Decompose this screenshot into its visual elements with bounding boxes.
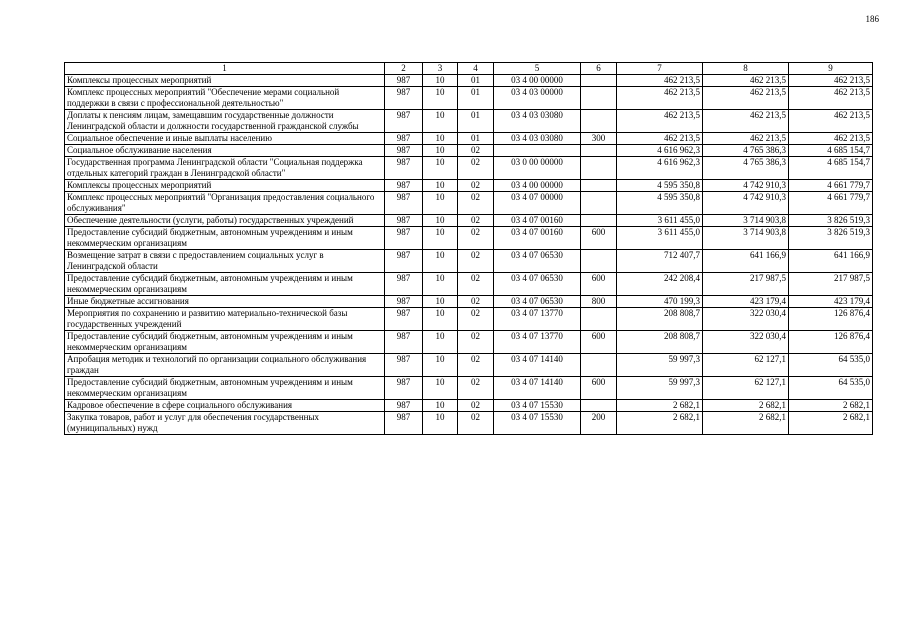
amount-cell: 2 682,1 xyxy=(789,412,873,435)
target-article-cell: 03 4 07 00160 xyxy=(494,215,581,227)
admin-code-cell: 987 xyxy=(385,110,423,133)
target-article-cell: 03 4 07 15530 xyxy=(494,412,581,435)
amount-cell: 641 166,9 xyxy=(789,250,873,273)
section-code-cell: 10 xyxy=(423,308,458,331)
amount-cell: 462 213,5 xyxy=(789,110,873,133)
admin-code-cell: 987 xyxy=(385,87,423,110)
admin-code-cell: 987 xyxy=(385,377,423,400)
subsection-code-cell: 02 xyxy=(458,308,494,331)
amount-cell: 322 030,4 xyxy=(703,331,789,354)
amount-cell: 3 611 455,0 xyxy=(617,227,703,250)
amount-cell: 4 765 386,3 xyxy=(703,145,789,157)
subsection-code-cell: 01 xyxy=(458,75,494,87)
amount-cell: 2 682,1 xyxy=(617,400,703,412)
expense-type-cell xyxy=(581,354,617,377)
admin-code-cell: 987 xyxy=(385,308,423,331)
expense-type-cell xyxy=(581,75,617,87)
expense-type-cell xyxy=(581,308,617,331)
expense-type-cell xyxy=(581,215,617,227)
row-name-cell: Возмещение затрат в связи с предоставлением социальных услуг в Ленинградской области xyxy=(65,250,385,273)
expense-type-cell: 200 xyxy=(581,412,617,435)
target-article-cell: 03 4 00 00000 xyxy=(494,180,581,192)
target-article-cell: 03 4 07 14140 xyxy=(494,377,581,400)
row-name-cell: Доплаты к пенсиям лицам, замещавшим государственные должности Ленинградской области и должности государственной гражданской службы xyxy=(65,110,385,133)
table-row xyxy=(65,296,873,308)
amount-cell: 470 199,3 xyxy=(617,296,703,308)
table-row xyxy=(65,87,873,110)
table-row xyxy=(65,273,873,296)
amount-cell: 2 682,1 xyxy=(703,412,789,435)
row-name-cell: Комплекс процессных мероприятий "Организация предоставления социального обслуживания" xyxy=(65,192,385,215)
expense-type-cell: 600 xyxy=(581,331,617,354)
subsection-code-cell: 02 xyxy=(458,250,494,273)
amount-cell: 2 682,1 xyxy=(703,400,789,412)
expense-type-cell xyxy=(581,180,617,192)
subsection-code-cell: 02 xyxy=(458,412,494,435)
table-row xyxy=(65,145,873,157)
table-row xyxy=(65,215,873,227)
row-name-cell: Кадровое обеспечение в сфере социального обслуживания xyxy=(65,400,385,412)
amount-cell: 208 808,7 xyxy=(617,331,703,354)
amount-cell: 4 661 779,7 xyxy=(789,180,873,192)
table-row xyxy=(65,377,873,400)
amount-cell: 4 595 350,8 xyxy=(617,180,703,192)
expense-type-cell xyxy=(581,250,617,273)
admin-code-cell: 987 xyxy=(385,75,423,87)
subsection-code-cell: 02 xyxy=(458,331,494,354)
amount-cell: 4 616 962,3 xyxy=(617,157,703,180)
row-name-cell: Комплексы процессных мероприятий xyxy=(65,75,385,87)
subsection-code-cell: 02 xyxy=(458,180,494,192)
amount-cell: 64 535,0 xyxy=(789,377,873,400)
section-code-cell: 10 xyxy=(423,250,458,273)
amount-cell: 462 213,5 xyxy=(703,133,789,145)
target-article-cell: 03 4 07 14140 xyxy=(494,354,581,377)
amount-cell: 217 987,5 xyxy=(703,273,789,296)
column-header: 7 xyxy=(617,63,703,75)
table-row xyxy=(65,331,873,354)
section-code-cell: 10 xyxy=(423,180,458,192)
amount-cell: 3 826 519,3 xyxy=(789,227,873,250)
table-row xyxy=(65,250,873,273)
admin-code-cell: 987 xyxy=(385,354,423,377)
amount-cell: 62 127,1 xyxy=(703,377,789,400)
amount-cell: 4 616 962,3 xyxy=(617,145,703,157)
subsection-code-cell: 02 xyxy=(458,215,494,227)
amount-cell: 64 535,0 xyxy=(789,354,873,377)
subsection-code-cell: 02 xyxy=(458,192,494,215)
amount-cell: 462 213,5 xyxy=(617,110,703,133)
row-name-cell: Обеспечение деятельности (услуги, работы) государственных учреждений xyxy=(65,215,385,227)
expense-type-cell xyxy=(581,157,617,180)
target-article-cell: 03 4 03 03080 xyxy=(494,133,581,145)
amount-cell: 242 208,4 xyxy=(617,273,703,296)
target-article-cell: 03 4 07 00000 xyxy=(494,192,581,215)
amount-cell: 3 826 519,3 xyxy=(789,215,873,227)
column-header: 4 xyxy=(458,63,494,75)
amount-cell: 3 714 903,8 xyxy=(703,215,789,227)
admin-code-cell: 987 xyxy=(385,412,423,435)
target-article-cell: 03 4 03 00000 xyxy=(494,87,581,110)
row-name-cell: Предоставление субсидий бюджетным, автономным учреждениям и иным некоммерческим организациям xyxy=(65,273,385,296)
amount-cell: 462 213,5 xyxy=(789,87,873,110)
budget-table xyxy=(64,62,873,435)
target-article-cell: 03 4 07 06530 xyxy=(494,296,581,308)
amount-cell: 4 685 154,7 xyxy=(789,157,873,180)
section-code-cell: 10 xyxy=(423,377,458,400)
section-code-cell: 10 xyxy=(423,145,458,157)
column-header: 5 xyxy=(494,63,581,75)
amount-cell: 462 213,5 xyxy=(703,110,789,133)
row-name-cell: Мероприятия по сохранению и развитию материально-технической базы государственных учреждений xyxy=(65,308,385,331)
subsection-code-cell: 02 xyxy=(458,354,494,377)
table-row xyxy=(65,75,873,87)
target-article-cell: 03 4 07 06530 xyxy=(494,273,581,296)
subsection-code-cell: 01 xyxy=(458,110,494,133)
subsection-code-cell: 02 xyxy=(458,400,494,412)
expense-type-cell xyxy=(581,110,617,133)
expense-type-cell: 600 xyxy=(581,273,617,296)
section-code-cell: 10 xyxy=(423,296,458,308)
row-name-cell: Социальное обеспечение и иные выплаты населению xyxy=(65,133,385,145)
amount-cell: 208 808,7 xyxy=(617,308,703,331)
table-row xyxy=(65,412,873,435)
section-code-cell: 10 xyxy=(423,192,458,215)
amount-cell: 62 127,1 xyxy=(703,354,789,377)
subsection-code-cell: 02 xyxy=(458,157,494,180)
admin-code-cell: 987 xyxy=(385,296,423,308)
expense-type-cell xyxy=(581,87,617,110)
admin-code-cell: 987 xyxy=(385,215,423,227)
table-row xyxy=(65,308,873,331)
target-article-cell: 03 4 07 06530 xyxy=(494,250,581,273)
admin-code-cell: 987 xyxy=(385,250,423,273)
amount-cell: 4 595 350,8 xyxy=(617,192,703,215)
expense-type-cell xyxy=(581,400,617,412)
column-header: 8 xyxy=(703,63,789,75)
section-code-cell: 10 xyxy=(423,75,458,87)
column-header: 2 xyxy=(385,63,423,75)
target-article-cell: 03 4 07 15530 xyxy=(494,400,581,412)
subsection-code-cell: 02 xyxy=(458,273,494,296)
amount-cell: 462 213,5 xyxy=(789,133,873,145)
section-code-cell: 10 xyxy=(423,400,458,412)
amount-cell: 423 179,4 xyxy=(789,296,873,308)
target-article-cell: 03 0 00 00000 xyxy=(494,157,581,180)
amount-cell: 3 714 903,8 xyxy=(703,227,789,250)
section-code-cell: 10 xyxy=(423,412,458,435)
row-name-cell: Комплекс процессных мероприятий "Обеспечение мерами социальной поддержки в связи с профессиональной деятельностью" xyxy=(65,87,385,110)
amount-cell: 423 179,4 xyxy=(703,296,789,308)
amount-cell: 59 997,3 xyxy=(617,377,703,400)
amount-cell: 3 611 455,0 xyxy=(617,215,703,227)
amount-cell: 4 661 779,7 xyxy=(789,192,873,215)
target-article-cell: 03 4 00 00000 xyxy=(494,75,581,87)
amount-cell: 462 213,5 xyxy=(789,75,873,87)
amount-cell: 217 987,5 xyxy=(789,273,873,296)
target-article-cell xyxy=(494,145,581,157)
expense-type-cell: 600 xyxy=(581,227,617,250)
row-name-cell: Закупка товаров, работ и услуг для обеспечения государственных (муниципальных) нужд xyxy=(65,412,385,435)
row-name-cell: Государственная программа Ленинградской области "Социальная поддержка отдельных категорий граждан в Ленинградской области" xyxy=(65,157,385,180)
expense-type-cell: 600 xyxy=(581,377,617,400)
subsection-code-cell: 01 xyxy=(458,87,494,110)
admin-code-cell: 987 xyxy=(385,331,423,354)
amount-cell: 59 997,3 xyxy=(617,354,703,377)
table-row xyxy=(65,400,873,412)
expense-type-cell: 300 xyxy=(581,133,617,145)
column-header: 3 xyxy=(423,63,458,75)
admin-code-cell: 987 xyxy=(385,133,423,145)
amount-cell: 462 213,5 xyxy=(617,75,703,87)
target-article-cell: 03 4 03 03080 xyxy=(494,110,581,133)
expense-type-cell: 800 xyxy=(581,296,617,308)
admin-code-cell: 987 xyxy=(385,180,423,192)
section-code-cell: 10 xyxy=(423,273,458,296)
row-name-cell: Предоставление субсидий бюджетным, автономным учреждениям и иным некоммерческим организациям xyxy=(65,227,385,250)
amount-cell: 4 742 910,3 xyxy=(703,180,789,192)
admin-code-cell: 987 xyxy=(385,227,423,250)
admin-code-cell: 987 xyxy=(385,273,423,296)
section-code-cell: 10 xyxy=(423,133,458,145)
section-code-cell: 10 xyxy=(423,87,458,110)
column-header: 9 xyxy=(789,63,873,75)
section-code-cell: 10 xyxy=(423,227,458,250)
table-row xyxy=(65,227,873,250)
table-row xyxy=(65,180,873,192)
expense-type-cell xyxy=(581,145,617,157)
row-name-cell: Предоставление субсидий бюджетным, автономным учреждениям и иным некоммерческим организациям xyxy=(65,377,385,400)
column-header: 6 xyxy=(581,63,617,75)
table-body xyxy=(65,75,873,435)
amount-cell: 4 742 910,3 xyxy=(703,192,789,215)
target-article-cell: 03 4 07 00160 xyxy=(494,227,581,250)
amount-cell: 462 213,5 xyxy=(617,133,703,145)
row-name-cell: Комплексы процессных мероприятий xyxy=(65,180,385,192)
table-row xyxy=(65,110,873,133)
amount-cell: 712 407,7 xyxy=(617,250,703,273)
admin-code-cell: 987 xyxy=(385,157,423,180)
amount-cell: 126 876,4 xyxy=(789,308,873,331)
subsection-code-cell: 02 xyxy=(458,227,494,250)
section-code-cell: 10 xyxy=(423,110,458,133)
amount-cell: 322 030,4 xyxy=(703,308,789,331)
table-row xyxy=(65,192,873,215)
subsection-code-cell: 02 xyxy=(458,377,494,400)
table-header-row xyxy=(65,63,873,75)
subsection-code-cell: 02 xyxy=(458,145,494,157)
admin-code-cell: 987 xyxy=(385,145,423,157)
table-row xyxy=(65,133,873,145)
subsection-code-cell: 01 xyxy=(458,133,494,145)
section-code-cell: 10 xyxy=(423,354,458,377)
section-code-cell: 10 xyxy=(423,331,458,354)
amount-cell: 126 876,4 xyxy=(789,331,873,354)
amount-cell: 2 682,1 xyxy=(789,400,873,412)
column-header: 1 xyxy=(65,63,385,75)
row-name-cell: Социальное обслуживание населения xyxy=(65,145,385,157)
admin-code-cell: 987 xyxy=(385,192,423,215)
admin-code-cell: 987 xyxy=(385,400,423,412)
table-row xyxy=(65,354,873,377)
section-code-cell: 10 xyxy=(423,215,458,227)
amount-cell: 4 685 154,7 xyxy=(789,145,873,157)
amount-cell: 462 213,5 xyxy=(617,87,703,110)
row-name-cell: Апробация методик и технологий по организации социального обслуживания граждан xyxy=(65,354,385,377)
subsection-code-cell: 02 xyxy=(458,296,494,308)
row-name-cell: Иные бюджетные ассигнования xyxy=(65,296,385,308)
amount-cell: 4 765 386,3 xyxy=(703,157,789,180)
amount-cell: 2 682,1 xyxy=(617,412,703,435)
amount-cell: 462 213,5 xyxy=(703,87,789,110)
target-article-cell: 03 4 07 13770 xyxy=(494,331,581,354)
row-name-cell: Предоставление субсидий бюджетным, автономным учреждениям и иным некоммерческим организациям xyxy=(65,331,385,354)
expense-type-cell xyxy=(581,192,617,215)
page-number: 186 xyxy=(865,14,879,24)
section-code-cell: 10 xyxy=(423,157,458,180)
table-row xyxy=(65,157,873,180)
amount-cell: 462 213,5 xyxy=(703,75,789,87)
amount-cell: 641 166,9 xyxy=(703,250,789,273)
target-article-cell: 03 4 07 13770 xyxy=(494,308,581,331)
